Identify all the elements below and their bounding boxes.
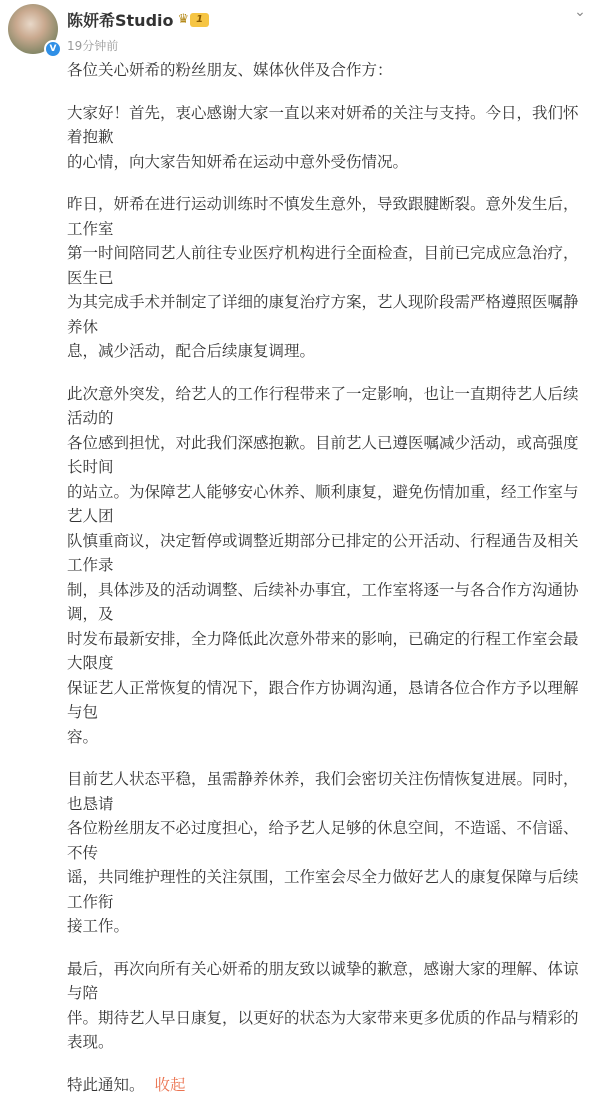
post-paragraph (67, 382, 589, 750)
post-paragraph (67, 58, 589, 83)
author-row (67, 8, 209, 31)
collapse-link[interactable]: 收起 (155, 1076, 186, 1094)
text-line: 的心情，向大家告知妍希在运动中意外受伤情况。 (67, 150, 589, 175)
text-line: 大家好！首先，衷心感谢大家一直以来对妍希的关注与支持。今日，我们怀着抱歉 (67, 101, 589, 150)
closing-text: 特此通知。 (67, 1076, 145, 1094)
crown-icon: ♛ (178, 12, 190, 27)
text-line: 目前艺人状态平稳，虽需静养休养，我们会密切关注伤情恢复进展。同时，也恳请 (67, 767, 589, 816)
text-line: 的站立。为保障艺人能够安心休养、顺利康复，避免伤情加重，经工作室与艺人团 (67, 480, 589, 529)
text-line: 谣，共同维护理性的关注氛围，工作室会尽全力做好艺人的康复保障与后续工作衔 (67, 865, 589, 914)
post-paragraph (67, 767, 589, 939)
post-paragraph (67, 957, 589, 1055)
text-line: 第一时间陪同艺人前往专业医疗机构进行全面检查，目前已完成应急治疗，医生已 (67, 241, 589, 290)
verified-icon: V (44, 40, 62, 58)
post-content (67, 58, 589, 1097)
text-line: 最后，再次向所有关心妍希的朋友致以诚挚的歉意，感谢大家的理解、体谅与陪 (67, 957, 589, 1006)
text-line: 保证艺人正常恢复的情况下，跟合作方协调沟通，恳请各位合作方予以理解与包 (67, 676, 589, 725)
text-line: 队慎重商议，决定暂停或调整近期部分已排定的公开活动、行程通告及相关工作录 (67, 529, 589, 578)
text-line: 息，减少活动，配合后续康复调理。 (67, 339, 589, 364)
closing-line (67, 1073, 589, 1097)
text-line: 时发布最新安排，全力降低此次意外带来的影响，已确定的行程工作室会最大限度 (67, 627, 589, 676)
post-paragraph (67, 101, 589, 175)
text-line: 各位感到担忧，对此我们深感抱歉。目前艺人已遵医嘱减少活动，或高强度长时间 (67, 431, 589, 480)
author-name[interactable]: 陈妍希Studio (67, 8, 174, 31)
text-line: 昨日，妍希在进行运动训练时不慎发生意外，导致跟腱断裂。意外发生后，工作室 (67, 192, 589, 241)
text-line: 为其完成手术并制定了详细的康复治疗方案，艺人现阶段需严格遵照医嘱静养休 (67, 290, 589, 339)
text-line: 此次意外突发，给艺人的工作行程带来了一定影响，也让一直期待艺人后续活动的 (67, 382, 589, 431)
vip-level: 1 (190, 13, 209, 27)
text-line: 制，具体涉及的活动调整、后续补办事宜，工作室将逐一与各合作方沟通协调，及 (67, 578, 589, 627)
vip-badge[interactable] (178, 12, 210, 27)
chevron-down-icon[interactable]: ⌄ (570, 4, 590, 24)
post-paragraph (67, 192, 589, 364)
text-line: 各位关心妍希的粉丝朋友、媒体伙伴及合作方： (67, 58, 589, 83)
text-line: 各位粉丝朋友不必过度担心，给予艺人足够的休息空间，不造谣、不信谣、不传 (67, 816, 589, 865)
post-timestamp[interactable]: 19分钟前 (67, 37, 118, 54)
text-line: 接工作。 (67, 914, 589, 939)
text-line: 伴。期待艺人早日康复，以更好的状态为大家带来更多优质的作品与精彩的表现。 (67, 1006, 589, 1055)
text-line: 容。 (67, 725, 589, 750)
